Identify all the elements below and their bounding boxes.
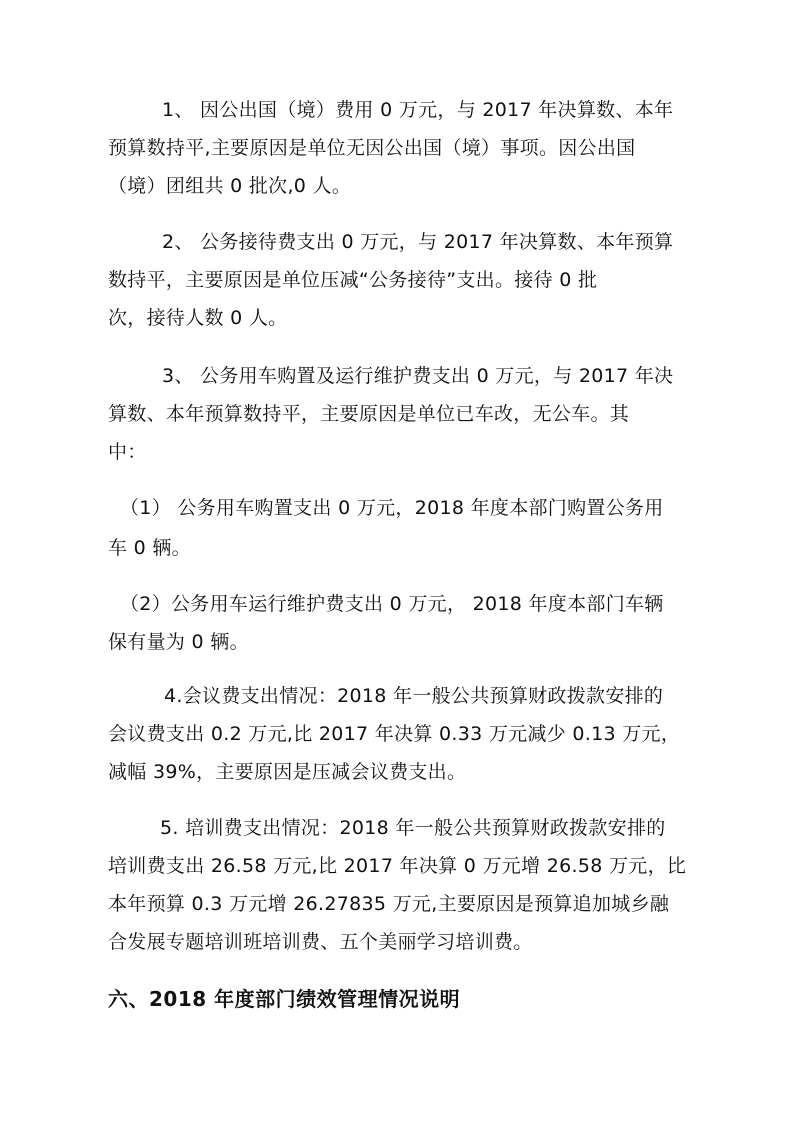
paragraph-5-line-1: （2）公务用车运行维护费支出 0 万元， 2018 年度本部门车辆 [120,593,664,615]
paragraph-2-line-3: 次，接待人数 0 人。 [108,307,288,329]
paragraph-2-line-1: 2、 公务接待费支出 0 万元，与 2017 年决算数、本年预算 [162,231,674,253]
paragraph-1-line-2: 预算数持平,主要原因是单位无因公出国（境）事项。因公出国 [108,137,636,159]
paragraph-3-line-3: 中： [108,441,147,463]
paragraph-7-line-2: 培训费支出 26.58 万元,比 2017 年决算 0 万元增 26.58 万元，比 [108,855,687,877]
paragraph-4-line-2: 车 0 辆。 [108,537,191,559]
paragraph-7-line-3: 本年预算 0.3 万元增 26.27835 万元,主要原因是预算追加城乡融 [108,893,670,915]
paragraph-6-line-2: 会议费支出 0.2 万元,比 2017 年决算 0.33 万元减少 0.13 万元， [108,723,681,745]
section-heading: 六、2018 年度部门绩效管理情况说明 [108,987,461,1011]
paragraph-6-line-3: 减幅 39%，主要原因是压减会议费支出。 [108,761,467,783]
paragraph-5-line-2: 保有量为 0 辆。 [108,631,249,653]
paragraph-1-line-3: （境）团组共 0 批次,0 人。 [108,175,352,197]
paragraph-4-line-1: （1） 公务用车购置支出 0 万元，2018 年度本部门购置公务用 [120,497,664,519]
paragraph-3-line-2: 算数、本年预算数持平，主要原因是单位已车改，无公车。其 [108,403,630,425]
paragraph-7-line-4: 合发展专题培训班培训费、五个美丽学习培训费。 [108,931,533,953]
paragraph-2-line-2: 数持平，主要原因是单位压减“公务接待”支出。接待 0 批 [108,269,598,291]
paragraph-6-line-1: 4.会议费支出情况：2018 年一般公共预算财政拨款安排的 [164,685,664,707]
paragraph-3-line-1: 3、 公务用车购置及运行维护费支出 0 万元，与 2017 年决 [162,365,674,387]
paragraph-7-line-1: 5. 培训费支出情况：2018 年一般公共预算财政拨款安排的 [160,817,666,839]
paragraph-1-line-1: 1、 因公出国（境）费用 0 万元，与 2017 年决算数、本年 [162,99,674,121]
